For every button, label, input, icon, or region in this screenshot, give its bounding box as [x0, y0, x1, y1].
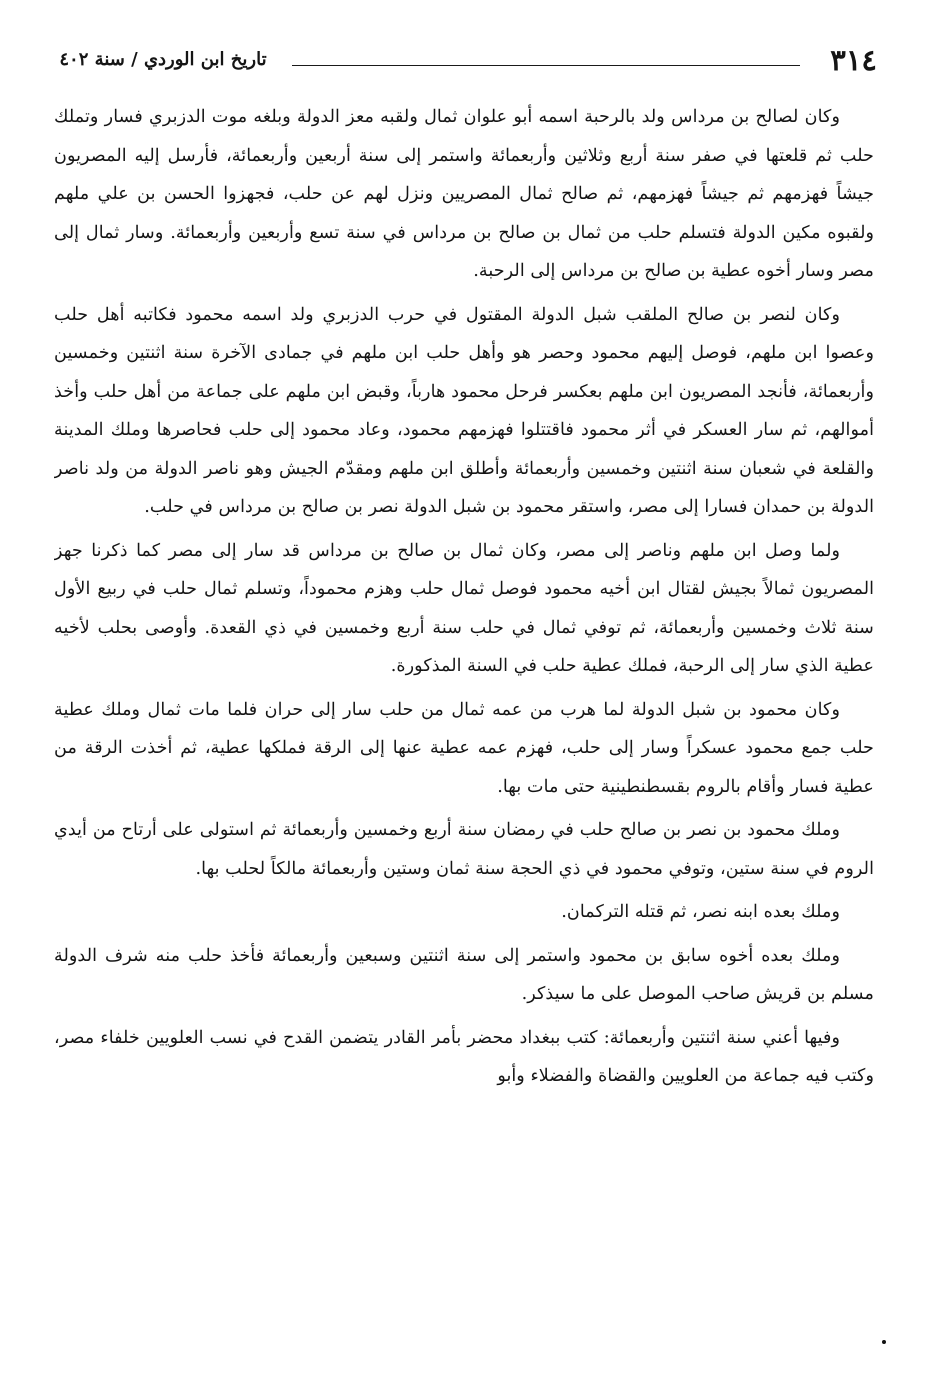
paragraph-nasr: وملك بعده ابنه نصر، ثم قتله التركمان. [561, 902, 840, 922]
running-header [42, 40, 877, 80]
running-title: تاريخ ابن الوردي / سنة ٤٠٢ [59, 49, 267, 70]
paragraph-baghdad-record: وفيها أعني سنة اثنتين وأربعمائة: كتب ببغداد محضر بأمر القادر يتضمن القدح في نسب العلويين خلفاء مصر، وكتب فيه جماعة من العلويين والقضاة والفضلاء وأبو [54, 1027, 874, 1086]
paragraph-sabiq: وملك بعده أخوه سابق بن محمود واستمر إلى سنة اثنتين وسبعين وأربعمائة فأخذ حلب منه شرف الدولة مسلم بن قريش صاحب الموصل على ما سيذكر. [54, 945, 874, 1004]
paragraph-mahmud-rule: وملك محمود بن نصر بن صالح حلب في رمضان سنة أربع وخمسين وأربعمائة ثم استولى على أرتاح من أيدي الروم في سنة ستين، وتوفي محمود في ذي الحجة سنة ثمان وستين وأربعمائة مالكاً لحلب بها. [54, 820, 874, 879]
scan-dot [882, 1340, 886, 1344]
page-number: ٣١٤ [830, 43, 877, 77]
paragraph-thimal-return: ولما وصل ابن ملهم وناصر إلى مصر، وكان ثمال بن صالح بن مرداس قد سار إلى مصر كما ذكرنا جهز المصريون ثمالاً بجيش لقتال ابن أخيه محمود فوصل ثمال حلب وهزم محموداً، وتسلم ثمال حلب في ربيع الأول سنة ثلاث وخمسين وأربعمائة، ثم توفي ثمال في حلب سنة أربع وخمسين في ذي القعدة. وأوصى بحلب لأخيه عطية الذي سار إلى الرحبة، فملك عطية حلب في السنة المذكورة. [54, 540, 874, 676]
header-rule [292, 65, 800, 66]
paragraph-thimal-aleppo: وكان لصالح بن مرداس ولد بالرحبة اسمه أبو علوان ثمال ولقبه معز الدولة وبلغه موت الدزبري فسار وتملك حلب ثم قلعتها في صفر سنة أربع وثلاثين وأربعمائة واستمر إلى سنة أربعين وأربعمائة، فأرسل إليه المصريون جيشاً فهزمهم ثم جيشاً فهزمهم، ثم صالح ثمال المصريين ونزل لهم عن حلب، فجهزوا الحسن بن علي ملهم ولقبوه مكين الدولة فتسلم حلب من ثمال بن صالح بن مرداس في سنة تسع وأربعين وأربعمائة. وسار ثمال إلى مصر وسار أخوه عطية بن صالح بن مرداس إلى الرحبة. [54, 107, 874, 281]
paragraph-atiyya-raqqa: وكان محمود بن شبل الدولة لما هرب من عمه ثمال من حلب سار إلى حران فلما مات ثمال وملك عطية حلب جمع محمود عسكراً وسار إلى حلب، فهزم عمه عطية عنها إلى الرقة فملكها عطية، ثم أخذت الرقة من عطية فسار وأقام بالروم بقسطنطينية حتى مات بها. [54, 699, 874, 797]
arabic-main-text [54, 98, 874, 1344]
paragraph-mahmud-siege: وكان لنصر بن صالح الملقب شبل الدولة المقتول في حرب الدزبري ولد اسمه محمود فكاتبه أهل حلب وعصوا ابن ملهم، فوصل إليهم محمود وحصر هو وأهل حلب ابن ملهم في جمادى الآخرة سنة اثنتين وخمسين وأربعمائة، فأنجد المصريون ابن ملهم بعكسر فرحل محمود هارباً، وقبض ابن ملهم على جماعة من أهل حلب وأخذ أموالهم، ثم سار العسكر في أثر محمود فاقتتلوا فهزمهم محمود، وعاد محمود إلى حلب فحاصرها وملك المدينة والقلعة في شعبان سنة اثنتين وخمسين وأربعمائة وأطلق ابن ملهم ومقدّم الجيش وهو ناصر الدولة من ولد ناصر الدولة بن حمدان فسارا إلى مصر، واستقر محمود بن شبل الدولة نصر بن صالح بن مرداس في حلب. [54, 304, 874, 517]
